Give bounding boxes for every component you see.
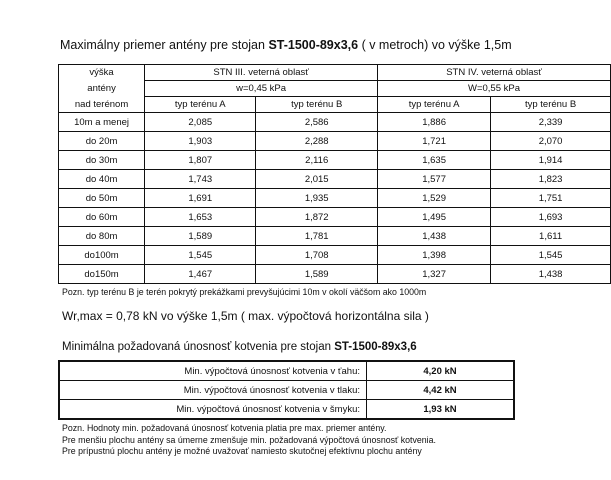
value-cell: 1,529 <box>378 189 491 208</box>
title-model: ST-1500-89x3,6 <box>268 38 359 52</box>
value-cell: 1,708 <box>256 246 378 265</box>
value-cell: 1,589 <box>256 265 378 284</box>
page-title <box>60 38 512 52</box>
note-line: Pozn. Hodnoty min. požadovaná únosnosť kotvenia platia pre max. priemer antény. <box>62 423 387 433</box>
value-cell: 1,611 <box>491 227 611 246</box>
value-cell: 1,467 <box>145 265 256 284</box>
value-cell: 1,438 <box>378 227 491 246</box>
value-cell: 1,886 <box>378 113 491 132</box>
row-header-line-2: antény <box>59 81 145 97</box>
anchoring-value: 4,42 kN <box>367 381 515 400</box>
value-cell: 1,823 <box>491 170 611 189</box>
value-cell: 1,495 <box>378 208 491 227</box>
anchoring-title-model: ST-1500-89x3,6 <box>334 341 417 353</box>
value-cell: 1,545 <box>145 246 256 265</box>
subcol-header: typ terénu B <box>491 97 611 113</box>
value-cell: 1,721 <box>378 132 491 151</box>
height-cell: do150m <box>59 265 145 284</box>
table-row <box>59 113 611 132</box>
anchoring-label: Min. výpočtová únosnosť kotvenia v ťahu: <box>59 361 367 381</box>
subcol-header: typ terénu B <box>256 97 378 113</box>
row-header-line-3: nad terénom <box>59 97 145 113</box>
value-cell: 1,693 <box>491 208 611 227</box>
diameter-table <box>58 64 611 284</box>
value-cell: 1,327 <box>378 265 491 284</box>
table-row <box>59 170 611 189</box>
anchoring-label: Min. výpočtová únosnosť kotvenia v tlaku: <box>59 381 367 400</box>
value-cell: 1,914 <box>491 151 611 170</box>
height-cell: do 50m <box>59 189 145 208</box>
anchoring-row <box>59 400 514 420</box>
value-cell: 1,872 <box>256 208 378 227</box>
group-2-pressure: W=0,55 kPa <box>378 81 611 97</box>
group-1-name: STN III. veterná oblasť <box>145 65 378 81</box>
value-cell: 1,903 <box>145 132 256 151</box>
value-cell: 1,691 <box>145 189 256 208</box>
header-row-2 <box>59 81 611 97</box>
table-row <box>59 246 611 265</box>
table-row <box>59 132 611 151</box>
height-cell: do 60m <box>59 208 145 227</box>
anchoring-row <box>59 381 514 400</box>
value-cell: 1,545 <box>491 246 611 265</box>
value-cell: 1,935 <box>256 189 378 208</box>
table-row <box>59 151 611 170</box>
anchoring-value: 1,93 kN <box>367 400 515 420</box>
anchoring-row <box>59 361 514 381</box>
group-1-pressure: w=0,45 kPa <box>145 81 378 97</box>
value-cell: 1,577 <box>378 170 491 189</box>
value-cell: 1,438 <box>491 265 611 284</box>
value-cell: 2,339 <box>491 113 611 132</box>
height-cell: do 80m <box>59 227 145 246</box>
height-cell: do 20m <box>59 132 145 151</box>
anchoring-title-prefix: Minimálna požadovaná únosnosť kotvenia pre stojan <box>62 341 335 353</box>
header-row-1 <box>59 65 611 81</box>
subcol-header: typ terénu A <box>378 97 491 113</box>
header-row-3 <box>59 97 611 113</box>
notes-block <box>62 423 436 458</box>
row-header-line-1: výška <box>59 65 145 81</box>
table-row <box>59 265 611 284</box>
value-cell: 1,751 <box>491 189 611 208</box>
table-body <box>59 113 611 284</box>
anchoring-label: Min. výpočtová únosnosť kotvenia v šmyku: <box>59 400 367 420</box>
value-cell: 2,116 <box>256 151 378 170</box>
height-cell: do100m <box>59 246 145 265</box>
table-row <box>59 208 611 227</box>
note-line: Pre menšiu plochu antény sa úmerne zmenšuje min. požadovaná výpočtová únosnosť kotvenia. <box>62 434 436 445</box>
value-cell: 2,015 <box>256 170 378 189</box>
value-cell: 1,743 <box>145 170 256 189</box>
value-cell: 2,085 <box>145 113 256 132</box>
value-cell: 2,586 <box>256 113 378 132</box>
value-cell: 1,589 <box>145 227 256 246</box>
title-prefix: Maximálny priemer antény pre stojan <box>60 38 269 52</box>
anchoring-title <box>62 341 417 353</box>
value-cell: 1,398 <box>378 246 491 265</box>
height-cell: do 40m <box>59 170 145 189</box>
value-cell: 1,635 <box>378 151 491 170</box>
wr-max-line: Wr,max = 0,78 kN vo výške 1,5m ( max. výpočtová horizontálna sila ) <box>62 309 429 323</box>
value-cell: 1,781 <box>256 227 378 246</box>
value-cell: 2,288 <box>256 132 378 151</box>
title-suffix: ( v metroch) vo výške 1,5m <box>358 38 512 52</box>
height-cell: 10m a menej <box>59 113 145 132</box>
subcol-header: typ terénu A <box>145 97 256 113</box>
note-line: Pre prípustnú plochu antény je možné uvažovať namiesto skutočnej efektívnu plochu antény <box>62 446 422 456</box>
terrain-note: Pozn. typ terénu B je terén pokrytý prekážkami prevyšujúcimi 10m v okolí väčšom ako 1000m <box>62 287 427 297</box>
value-cell: 1,807 <box>145 151 256 170</box>
table-row <box>59 189 611 208</box>
anchoring-value: 4,20 kN <box>367 361 515 381</box>
value-cell: 1,653 <box>145 208 256 227</box>
group-2-name: STN IV. veterná oblasť <box>378 65 611 81</box>
value-cell: 2,070 <box>491 132 611 151</box>
anchoring-table <box>58 360 515 420</box>
table-row <box>59 227 611 246</box>
height-cell: do 30m <box>59 151 145 170</box>
